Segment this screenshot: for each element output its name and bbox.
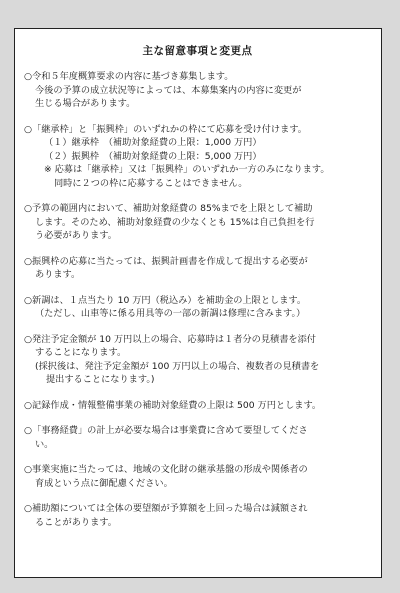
notice-sheet xyxy=(14,28,382,578)
note-line: ○振興枠の応募に当たっては、振興計画書を作成して提出する必要が xyxy=(24,255,308,267)
note-application-frames xyxy=(24,123,371,191)
note-subsidy-rate xyxy=(24,202,371,243)
note-office-expenses xyxy=(24,424,371,451)
note-record-limit xyxy=(24,399,371,413)
note-promotion-plan xyxy=(24,255,371,282)
note-line: ○発注予定金額が 10 万円以上の場合、応募時は１者分の見積書を添付 xyxy=(24,333,316,345)
document-title: 主な留意事項と変更点 xyxy=(142,45,253,57)
note-line: ○事業実施に当たっては、地域の文化財の継承基盤の形成や関係者の xyxy=(24,464,308,475)
note-line: う必要があります。 xyxy=(35,230,117,241)
note-line: ○「継承枠」と「振興枠」のいずれかの枠にて応募を受け付けます。 xyxy=(24,123,307,135)
note-line: （１）継承枠 （補助対象経費の上限：1,000 万円） xyxy=(44,137,262,148)
note-line: あります。 xyxy=(35,269,81,280)
note-line: い。 xyxy=(35,438,54,450)
note-line: ○令和５年度概算要求の内容に基づき募集します。 xyxy=(24,71,234,82)
note-line: 同時に２つの枠に応募することはできません。 xyxy=(54,177,248,189)
note-line: （ただし、山車等に係る用具等の一部の新調は修理に含みます。） xyxy=(35,308,306,319)
note-line: (採択後は、発注予定金額が 100 万円以上の場合、複数者の見積書を xyxy=(35,360,320,372)
note-line: 提出することになります。) xyxy=(46,374,155,385)
note-new-purchase-limit xyxy=(24,294,371,321)
note-line: ることがあります。 xyxy=(35,516,117,528)
note-line: （２）振興枠 （補助対象経費の上限：5,000 万円） xyxy=(44,150,262,162)
note-implementation xyxy=(24,463,371,490)
note-reduction xyxy=(24,502,371,529)
note-line: ○予算の範囲内において、補助対象経費の 85%までを上限として補助 xyxy=(24,203,313,214)
note-line: ○「事務経費」の計上が必要な場合は事業費に含めて要望してくださ xyxy=(24,425,308,436)
note-estimates xyxy=(24,333,371,387)
note-line: することになります。 xyxy=(35,347,127,358)
note-line: 今後の予算の成立状況等によっては、本募集案内の内容に変更が xyxy=(35,84,302,96)
note-line: ※ 応募は「継承枠」又は「振興枠」のいずれか一方のみになります。 xyxy=(44,164,330,175)
note-line: ○補助額については全体の要望額が予算額を上回った場合は減額され xyxy=(24,503,308,514)
note-line: 育成という点に御配慮ください。 xyxy=(35,477,173,489)
note-budget-basis xyxy=(24,70,371,111)
note-line: ○新調は、１点当たり 10 万円（税込み）を補助金の上限とします。 xyxy=(24,294,307,306)
note-line: 生じる場合があります。 xyxy=(35,98,136,109)
note-line: します。そのため、補助対象経費の少なくとも 15%は自己負担を行 xyxy=(35,216,315,228)
note-line: ○記録作成・情報整備事業の補助対象経費の上限は 500 万円とします。 xyxy=(24,399,322,411)
